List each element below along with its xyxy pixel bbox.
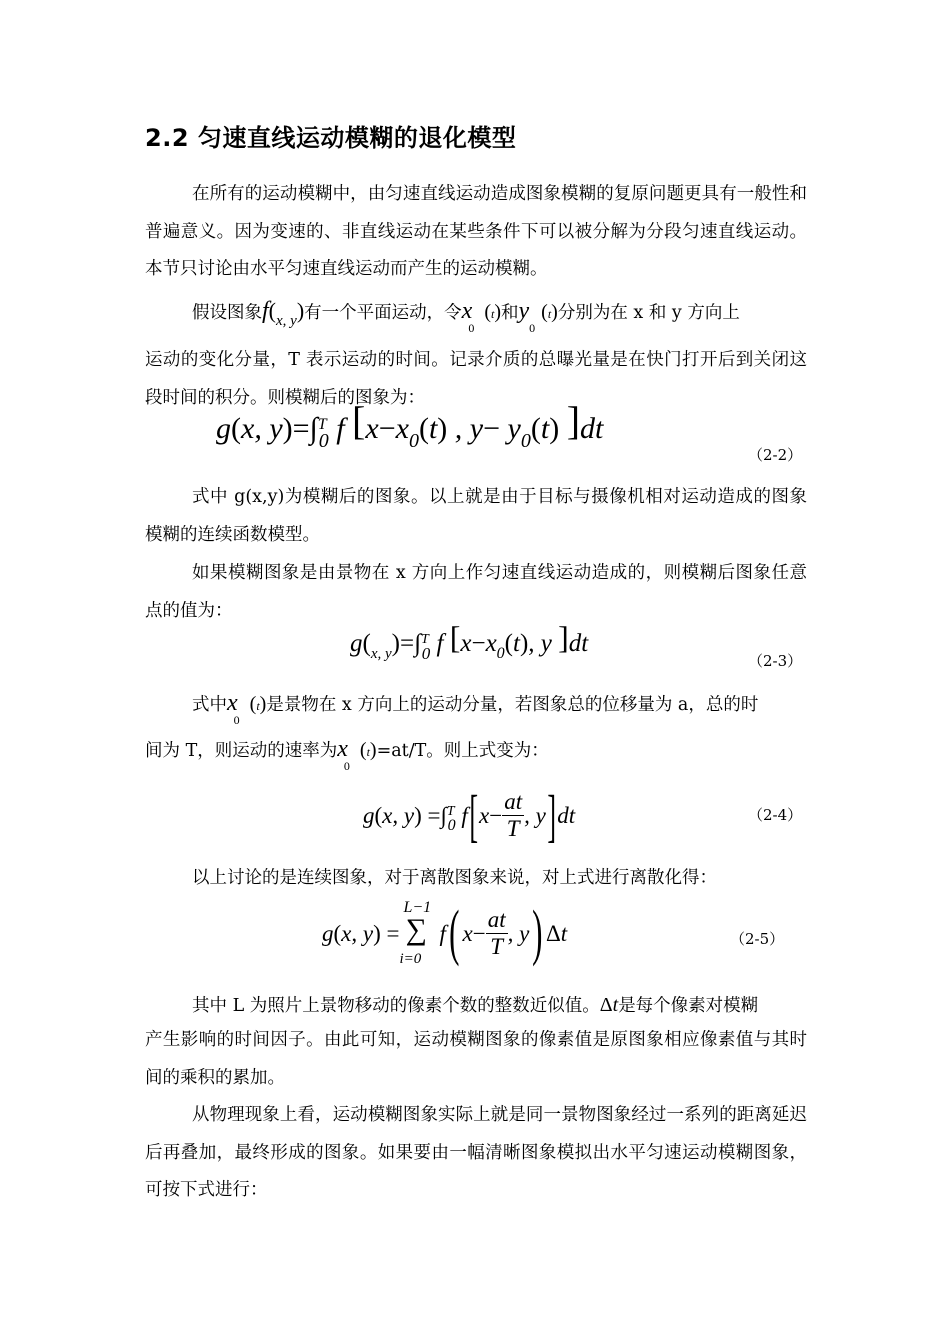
paragraph-velocity-line1 <box>192 690 759 727</box>
equation-number-2-5: （2-5） <box>730 930 785 948</box>
time-factor-text-a: 其中 L 为照片上景物移动的像素个数的整数近似值。 <box>192 996 600 1016</box>
section-heading: 2.2 匀速直线运动模糊的退化模型 <box>145 124 517 152</box>
inline-math-delta-t: Δt <box>599 994 619 1016</box>
velocity-text-c: 间为 T，则运动的速率为 <box>145 741 338 761</box>
velocity-text-d: =at/T。则上式变为： <box>376 741 549 761</box>
paragraph-assumption-line1 <box>192 298 740 335</box>
paragraph-discrete: 以上讨论的是连续图象，对于离散图象来说，对上式进行离散化得： <box>192 868 717 888</box>
paragraph-x-direction: 如果模糊图象是由景物在 x 方向上作匀速直线运动造成的，则模糊后图象任意点的值为： <box>145 563 807 621</box>
equation-number-2-3: （2-3） <box>748 652 803 670</box>
equation-2-3: $g(_{x, y})=\int^T_0$ f [$x-x_0(t)$, y ]dt <box>350 619 589 663</box>
equation-number-2-4: （2-4） <box>748 806 803 824</box>
inline-math-f: $f(_{x, y})$ <box>262 298 305 329</box>
paragraph-definition: 式中 g(x,y)为模糊后的图象。以上就是由于目标与摄像机相对运动造成的图象模糊的连续函数模型。 <box>145 487 807 545</box>
assumption-text-a: 假设图象 <box>192 303 262 323</box>
paragraph-time-factor-rest: 产生影响的时间因子。由此可知，运动模糊图象的像素值是原图象相应像素值与其时间的乘积的累加。 <box>145 1030 807 1088</box>
equation-number-2-2: （2-2） <box>748 446 803 464</box>
velocity-text-a: 式中 <box>192 695 227 715</box>
paragraph-time-factor-line1 <box>192 992 758 1017</box>
inline-math-x0-b: x $_0$(t) <box>227 690 267 727</box>
equation-2-5: g(x, y) = L−1 ∑ i=0 f( x− $\frac{at}{T}$ , y) Δt <box>322 898 568 967</box>
equation-2-2: g(x, y)=∫$^T_0$ f [$x-x_0(t)$ , $y- y_0(t)$ ]dt <box>216 398 604 452</box>
paragraph-intro: 在所有的运动模糊中，由匀速直线运动造成图象模糊的复原问题更具有一般性和普遍意义。因为变速的、非直线运动在某些条件下可以被分解为分段匀速直线运动。本节只讨论由水平匀速直线运动而产生的运动模糊。 <box>145 184 807 279</box>
inline-math-x0-c: x $_0$(t) <box>337 736 377 773</box>
paragraph-assumption-rest: 运动的变化分量，T 表示运动的时间。记录介质的总曝光量是在快门打开后到关闭这段时间的积分。则模糊后的图象为： <box>145 350 807 408</box>
inline-math-x0: x $_0$(t) <box>461 298 501 335</box>
assumption-text-c: 和 <box>501 303 519 323</box>
assumption-text-b: 有一个平面运动，令 <box>304 303 462 323</box>
assumption-text-d: 分别为在 x 和 y 方向上 <box>557 303 740 323</box>
inline-math-y0: y $_0$(t) <box>518 298 558 335</box>
velocity-text-b: 是景物在 x 方向上的运动分量，若图象总的位移量为 a，总的时 <box>266 695 759 715</box>
paragraph-physical: 从物理现象上看，运动模糊图象实际上就是同一景物图象经过一系列的距离延迟后再叠加，最终形成的图象。如果要由一幅清晰图象模拟出水平匀速运动模糊图象，可按下式进行： <box>145 1105 807 1200</box>
paragraph-velocity-line2 <box>145 736 549 773</box>
time-factor-text-b: 是每个像素对模糊 <box>618 996 759 1016</box>
equation-2-4: g(x, y) =∫$^T_0$ f[x− $\frac{at}{T}$ , y]dt <box>363 783 576 848</box>
